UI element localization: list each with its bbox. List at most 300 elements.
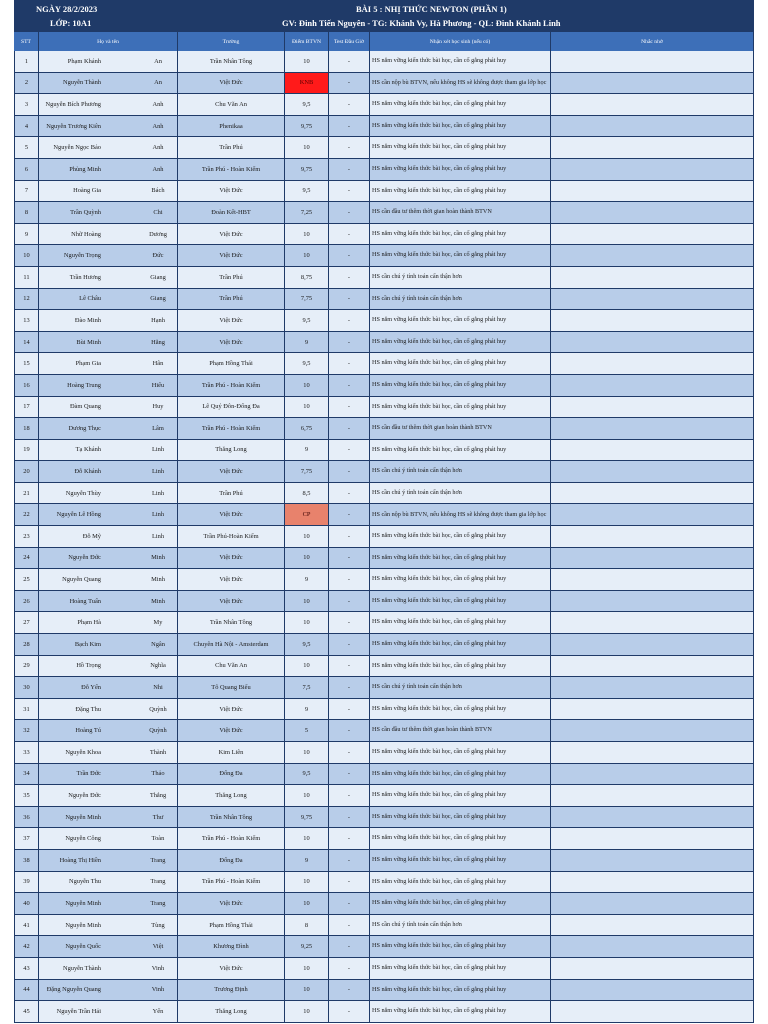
cell-test[interactable]: - <box>329 267 370 289</box>
cell-score[interactable]: 10 <box>285 893 329 915</box>
cell-comment[interactable] <box>370 634 551 656</box>
cell-name[interactable] <box>39 224 178 246</box>
cell-score[interactable]: 10 <box>285 375 329 397</box>
cell-school[interactable]: Đống Đa <box>178 850 285 872</box>
cell-score[interactable]: 9,5 <box>285 764 329 786</box>
cell-score[interactable]: 10 <box>285 591 329 613</box>
cell-reminder[interactable] <box>551 612 754 634</box>
cell-reminder[interactable] <box>551 310 754 332</box>
cell-name[interactable] <box>39 893 178 915</box>
cell-name[interactable] <box>39 397 178 419</box>
cell-test[interactable]: - <box>329 332 370 354</box>
cell-stt[interactable]: 36 <box>14 807 39 829</box>
cell-name[interactable] <box>39 958 178 980</box>
cell-school[interactable]: Phạm Hồng Thái <box>178 353 285 375</box>
cell-test[interactable]: - <box>329 310 370 332</box>
cell-stt[interactable]: 45 <box>14 1001 39 1023</box>
cell-name[interactable] <box>39 720 178 742</box>
cell-test[interactable]: - <box>329 483 370 505</box>
cell-reminder[interactable] <box>551 569 754 591</box>
cell-name[interactable] <box>39 461 178 483</box>
cell-school[interactable]: Chu Văn An <box>178 656 285 678</box>
cell-test[interactable]: - <box>329 526 370 548</box>
cell-name[interactable] <box>39 872 178 894</box>
cell-test[interactable]: - <box>329 461 370 483</box>
cell-name[interactable] <box>39 742 178 764</box>
cell-reminder[interactable] <box>551 893 754 915</box>
cell-reminder[interactable] <box>551 1001 754 1023</box>
cell-comment[interactable] <box>370 915 551 937</box>
cell-name[interactable] <box>39 915 178 937</box>
cell-test[interactable]: - <box>329 742 370 764</box>
cell-score[interactable]: 9,75 <box>285 116 329 138</box>
cell-school[interactable]: Đống Đa <box>178 764 285 786</box>
cell-score[interactable]: 9,75 <box>285 159 329 181</box>
cell-reminder[interactable] <box>551 116 754 138</box>
cell-comment[interactable] <box>370 94 551 116</box>
cell-score[interactable]: 9 <box>285 850 329 872</box>
cell-test[interactable]: - <box>329 699 370 721</box>
cell-test[interactable]: - <box>329 504 370 526</box>
cell-reminder[interactable] <box>551 872 754 894</box>
cell-stt[interactable]: 34 <box>14 764 39 786</box>
cell-name[interactable] <box>39 267 178 289</box>
cell-school[interactable]: Việt Đức <box>178 461 285 483</box>
cell-test[interactable]: - <box>329 850 370 872</box>
cell-stt[interactable]: 28 <box>14 634 39 656</box>
cell-school[interactable]: Trần Phú - Hoàn Kiếm <box>178 375 285 397</box>
cell-name[interactable] <box>39 764 178 786</box>
cell-stt[interactable]: 44 <box>14 980 39 1002</box>
cell-school[interactable]: Phạm Hồng Thái <box>178 915 285 937</box>
cell-school[interactable]: Trần Phú - Hoàn Kiếm <box>178 828 285 850</box>
cell-reminder[interactable] <box>551 764 754 786</box>
cell-test[interactable]: - <box>329 634 370 656</box>
cell-score[interactable]: 8,75 <box>285 267 329 289</box>
cell-score[interactable]: 7,5 <box>285 677 329 699</box>
cell-comment[interactable] <box>370 375 551 397</box>
cell-test[interactable]: - <box>329 893 370 915</box>
cell-name[interactable] <box>39 202 178 224</box>
cell-comment[interactable] <box>370 980 551 1002</box>
cell-name[interactable] <box>39 850 178 872</box>
cell-stt[interactable]: 11 <box>14 267 39 289</box>
cell-reminder[interactable] <box>551 137 754 159</box>
cell-reminder[interactable] <box>551 375 754 397</box>
cell-name[interactable] <box>39 548 178 570</box>
cell-reminder[interactable] <box>551 548 754 570</box>
cell-comment[interactable] <box>370 699 551 721</box>
cell-school[interactable]: Thăng Long <box>178 785 285 807</box>
cell-reminder[interactable] <box>551 440 754 462</box>
cell-stt[interactable]: 39 <box>14 872 39 894</box>
cell-score[interactable]: 10 <box>285 612 329 634</box>
cell-test[interactable]: - <box>329 785 370 807</box>
cell-stt[interactable]: 32 <box>14 720 39 742</box>
cell-reminder[interactable] <box>551 915 754 937</box>
cell-reminder[interactable] <box>551 699 754 721</box>
cell-test[interactable]: - <box>329 764 370 786</box>
cell-test[interactable]: - <box>329 980 370 1002</box>
cell-stt[interactable]: 2 <box>14 73 39 95</box>
cell-comment[interactable] <box>370 73 551 95</box>
cell-stt[interactable]: 26 <box>14 591 39 613</box>
cell-reminder[interactable] <box>551 267 754 289</box>
cell-school[interactable]: Trần Nhân Tông <box>178 612 285 634</box>
cell-reminder[interactable] <box>551 807 754 829</box>
cell-stt[interactable]: 33 <box>14 742 39 764</box>
cell-stt[interactable]: 3 <box>14 94 39 116</box>
cell-name[interactable] <box>39 677 178 699</box>
cell-name[interactable] <box>39 310 178 332</box>
cell-reminder[interactable] <box>551 720 754 742</box>
cell-school[interactable]: Việt Đức <box>178 73 285 95</box>
cell-stt[interactable]: 12 <box>14 289 39 311</box>
cell-comment[interactable] <box>370 267 551 289</box>
cell-name[interactable] <box>39 51 178 73</box>
cell-score[interactable]: 9 <box>285 440 329 462</box>
cell-comment[interactable] <box>370 116 551 138</box>
cell-comment[interactable] <box>370 785 551 807</box>
cell-test[interactable]: - <box>329 958 370 980</box>
cell-comment[interactable] <box>370 397 551 419</box>
cell-score[interactable]: 9 <box>285 569 329 591</box>
cell-score[interactable]: 10 <box>285 224 329 246</box>
cell-score[interactable]: 10 <box>285 958 329 980</box>
cell-stt[interactable]: 18 <box>14 418 39 440</box>
cell-name[interactable] <box>39 785 178 807</box>
cell-score[interactable]: 8,5 <box>285 483 329 505</box>
cell-score[interactable]: 7,25 <box>285 202 329 224</box>
cell-test[interactable]: - <box>329 202 370 224</box>
cell-school[interactable]: Kim Liên <box>178 742 285 764</box>
cell-test[interactable]: - <box>329 51 370 73</box>
cell-school[interactable]: Chu Văn An <box>178 94 285 116</box>
cell-test[interactable]: - <box>329 397 370 419</box>
cell-comment[interactable] <box>370 936 551 958</box>
cell-name[interactable] <box>39 526 178 548</box>
cell-score[interactable]: 10 <box>285 51 329 73</box>
cell-stt[interactable]: 22 <box>14 504 39 526</box>
cell-test[interactable]: - <box>329 872 370 894</box>
cell-test[interactable]: - <box>329 245 370 267</box>
cell-test[interactable]: - <box>329 159 370 181</box>
cell-reminder[interactable] <box>551 94 754 116</box>
cell-name[interactable] <box>39 289 178 311</box>
cell-stt[interactable]: 41 <box>14 915 39 937</box>
cell-reminder[interactable] <box>551 159 754 181</box>
cell-stt[interactable]: 15 <box>14 353 39 375</box>
cell-school[interactable]: Việt Đức <box>178 548 285 570</box>
cell-stt[interactable]: 9 <box>14 224 39 246</box>
cell-comment[interactable] <box>370 353 551 375</box>
cell-name[interactable] <box>39 612 178 634</box>
cell-school[interactable]: Việt Đức <box>178 958 285 980</box>
cell-school[interactable]: Trần Phú <box>178 483 285 505</box>
cell-comment[interactable] <box>370 181 551 203</box>
cell-stt[interactable]: 19 <box>14 440 39 462</box>
cell-reminder[interactable] <box>551 51 754 73</box>
cell-comment[interactable] <box>370 224 551 246</box>
cell-score[interactable]: 10 <box>285 526 329 548</box>
cell-comment[interactable] <box>370 51 551 73</box>
cell-score[interactable]: 10 <box>285 785 329 807</box>
cell-comment[interactable] <box>370 332 551 354</box>
cell-school[interactable]: Trần Phú <box>178 137 285 159</box>
cell-score[interactable]: 7,75 <box>285 289 329 311</box>
cell-reminder[interactable] <box>551 656 754 678</box>
cell-comment[interactable] <box>370 289 551 311</box>
cell-comment[interactable] <box>370 656 551 678</box>
cell-comment[interactable] <box>370 677 551 699</box>
cell-test[interactable]: - <box>329 418 370 440</box>
cell-comment[interactable] <box>370 461 551 483</box>
cell-school[interactable]: Trần Nhân Tông <box>178 51 285 73</box>
cell-score[interactable]: 10 <box>285 872 329 894</box>
cell-name[interactable] <box>39 375 178 397</box>
cell-name[interactable] <box>39 440 178 462</box>
cell-score[interactable]: 10 <box>285 397 329 419</box>
cell-school[interactable]: Trần Phú - Hoàn Kiếm <box>178 159 285 181</box>
cell-name[interactable] <box>39 828 178 850</box>
cell-name[interactable] <box>39 137 178 159</box>
cell-name[interactable] <box>39 1001 178 1023</box>
cell-school[interactable]: Việt Đức <box>178 699 285 721</box>
cell-comment[interactable] <box>370 569 551 591</box>
cell-comment[interactable] <box>370 504 551 526</box>
cell-comment[interactable] <box>370 828 551 850</box>
cell-score[interactable]: 7,75 <box>285 461 329 483</box>
cell-comment[interactable] <box>370 612 551 634</box>
cell-comment[interactable] <box>370 440 551 462</box>
cell-stt[interactable]: 35 <box>14 785 39 807</box>
cell-stt[interactable]: 4 <box>14 116 39 138</box>
cell-comment[interactable] <box>370 1001 551 1023</box>
cell-comment[interactable] <box>370 872 551 894</box>
cell-test[interactable]: - <box>329 936 370 958</box>
cell-test[interactable]: - <box>329 289 370 311</box>
cell-name[interactable] <box>39 116 178 138</box>
cell-stt[interactable]: 40 <box>14 893 39 915</box>
cell-reminder[interactable] <box>551 591 754 613</box>
cell-test[interactable]: - <box>329 353 370 375</box>
cell-reminder[interactable] <box>551 677 754 699</box>
cell-stt[interactable]: 13 <box>14 310 39 332</box>
cell-comment[interactable] <box>370 159 551 181</box>
cell-stt[interactable]: 29 <box>14 656 39 678</box>
cell-reminder[interactable] <box>551 202 754 224</box>
cell-reminder[interactable] <box>551 634 754 656</box>
cell-score[interactable]: 10 <box>285 828 329 850</box>
cell-school[interactable]: Việt Đức <box>178 245 285 267</box>
cell-test[interactable]: - <box>329 224 370 246</box>
cell-name[interactable] <box>39 980 178 1002</box>
cell-stt[interactable]: 42 <box>14 936 39 958</box>
cell-score[interactable]: CP <box>285 504 329 526</box>
cell-score[interactable]: 8 <box>285 915 329 937</box>
cell-school[interactable]: Phenikaa <box>178 116 285 138</box>
cell-stt[interactable]: 16 <box>14 375 39 397</box>
cell-school[interactable]: Việt Đức <box>178 181 285 203</box>
cell-score[interactable]: 9,5 <box>285 181 329 203</box>
cell-name[interactable] <box>39 159 178 181</box>
cell-school[interactable]: Trương Định <box>178 980 285 1002</box>
cell-test[interactable]: - <box>329 375 370 397</box>
cell-stt[interactable]: 10 <box>14 245 39 267</box>
cell-reminder[interactable] <box>551 742 754 764</box>
cell-school[interactable]: Việt Đức <box>178 720 285 742</box>
cell-score[interactable]: 9,25 <box>285 936 329 958</box>
cell-name[interactable] <box>39 94 178 116</box>
cell-name[interactable] <box>39 699 178 721</box>
cell-name[interactable] <box>39 353 178 375</box>
cell-test[interactable]: - <box>329 440 370 462</box>
cell-name[interactable] <box>39 418 178 440</box>
cell-stt[interactable]: 1 <box>14 51 39 73</box>
cell-school[interactable]: Trần Phú-Hoàn Kiếm <box>178 526 285 548</box>
cell-comment[interactable] <box>370 418 551 440</box>
cell-score[interactable]: 10 <box>285 137 329 159</box>
cell-reminder[interactable] <box>551 418 754 440</box>
cell-score[interactable]: 9,75 <box>285 807 329 829</box>
cell-comment[interactable] <box>370 764 551 786</box>
cell-reminder[interactable] <box>551 245 754 267</box>
cell-stt[interactable]: 37 <box>14 828 39 850</box>
cell-stt[interactable]: 17 <box>14 397 39 419</box>
cell-stt[interactable]: 6 <box>14 159 39 181</box>
cell-comment[interactable] <box>370 245 551 267</box>
cell-stt[interactable]: 21 <box>14 483 39 505</box>
cell-school[interactable]: Việt Đức <box>178 224 285 246</box>
cell-test[interactable]: - <box>329 73 370 95</box>
cell-comment[interactable] <box>370 310 551 332</box>
cell-school[interactable]: Trần Phú <box>178 267 285 289</box>
cell-school[interactable]: Trần Phú - Hoàn Kiếm <box>178 418 285 440</box>
cell-school[interactable]: Khương Đình <box>178 936 285 958</box>
cell-comment[interactable] <box>370 548 551 570</box>
cell-score[interactable]: 10 <box>285 245 329 267</box>
cell-reminder[interactable] <box>551 980 754 1002</box>
cell-name[interactable] <box>39 73 178 95</box>
cell-name[interactable] <box>39 245 178 267</box>
cell-score[interactable]: 10 <box>285 980 329 1002</box>
cell-comment[interactable] <box>370 591 551 613</box>
cell-stt[interactable]: 43 <box>14 958 39 980</box>
cell-test[interactable]: - <box>329 137 370 159</box>
cell-school[interactable]: Thăng Long <box>178 1001 285 1023</box>
cell-school[interactable]: Việt Đức <box>178 569 285 591</box>
cell-reminder[interactable] <box>551 936 754 958</box>
cell-score[interactable]: 9 <box>285 332 329 354</box>
cell-reminder[interactable] <box>551 353 754 375</box>
cell-test[interactable]: - <box>329 915 370 937</box>
cell-score[interactable]: 10 <box>285 656 329 678</box>
cell-stt[interactable]: 24 <box>14 548 39 570</box>
cell-name[interactable] <box>39 181 178 203</box>
cell-reminder[interactable] <box>551 526 754 548</box>
cell-score[interactable]: 6,75 <box>285 418 329 440</box>
cell-stt[interactable]: 23 <box>14 526 39 548</box>
cell-stt[interactable]: 8 <box>14 202 39 224</box>
cell-comment[interactable] <box>370 742 551 764</box>
cell-reminder[interactable] <box>551 332 754 354</box>
cell-comment[interactable] <box>370 720 551 742</box>
cell-name[interactable] <box>39 504 178 526</box>
cell-stt[interactable]: 27 <box>14 612 39 634</box>
cell-comment[interactable] <box>370 137 551 159</box>
cell-name[interactable] <box>39 483 178 505</box>
cell-school[interactable]: Việt Đức <box>178 591 285 613</box>
cell-school[interactable]: Trần Nhân Tông <box>178 807 285 829</box>
cell-score[interactable]: 9,5 <box>285 634 329 656</box>
cell-score[interactable]: KNB <box>285 73 329 95</box>
cell-test[interactable]: - <box>329 548 370 570</box>
cell-reminder[interactable] <box>551 504 754 526</box>
cell-test[interactable]: - <box>329 94 370 116</box>
cell-test[interactable]: - <box>329 116 370 138</box>
cell-comment[interactable] <box>370 483 551 505</box>
cell-reminder[interactable] <box>551 397 754 419</box>
cell-stt[interactable]: 31 <box>14 699 39 721</box>
cell-name[interactable] <box>39 591 178 613</box>
cell-reminder[interactable] <box>551 289 754 311</box>
cell-comment[interactable] <box>370 850 551 872</box>
cell-reminder[interactable] <box>551 828 754 850</box>
cell-school[interactable]: Việt Đức <box>178 310 285 332</box>
cell-school[interactable]: Tô Quang Biểu <box>178 677 285 699</box>
cell-test[interactable]: - <box>329 656 370 678</box>
cell-stt[interactable]: 25 <box>14 569 39 591</box>
cell-stt[interactable]: 14 <box>14 332 39 354</box>
cell-test[interactable]: - <box>329 677 370 699</box>
cell-school[interactable]: Trần Phú <box>178 289 285 311</box>
cell-reminder[interactable] <box>551 483 754 505</box>
cell-score[interactable]: 5 <box>285 720 329 742</box>
cell-test[interactable]: - <box>329 828 370 850</box>
cell-comment[interactable] <box>370 807 551 829</box>
cell-name[interactable] <box>39 332 178 354</box>
cell-name[interactable] <box>39 656 178 678</box>
cell-comment[interactable] <box>370 893 551 915</box>
cell-school[interactable]: Việt Đức <box>178 893 285 915</box>
cell-school[interactable]: Việt Đức <box>178 504 285 526</box>
cell-name[interactable] <box>39 634 178 656</box>
cell-score[interactable]: 9,5 <box>285 310 329 332</box>
cell-stt[interactable]: 7 <box>14 181 39 203</box>
cell-stt[interactable]: 38 <box>14 850 39 872</box>
cell-reminder[interactable] <box>551 181 754 203</box>
cell-score[interactable]: 9 <box>285 699 329 721</box>
cell-score[interactable]: 9,5 <box>285 94 329 116</box>
cell-comment[interactable] <box>370 202 551 224</box>
cell-name[interactable] <box>39 807 178 829</box>
cell-comment[interactable] <box>370 958 551 980</box>
cell-reminder[interactable] <box>551 958 754 980</box>
cell-comment[interactable] <box>370 526 551 548</box>
cell-school[interactable]: Thăng Long <box>178 440 285 462</box>
cell-reminder[interactable] <box>551 850 754 872</box>
cell-school[interactable]: Chuyên Hà Nội - Amsterdam <box>178 634 285 656</box>
cell-test[interactable]: - <box>329 720 370 742</box>
cell-reminder[interactable] <box>551 461 754 483</box>
cell-reminder[interactable] <box>551 224 754 246</box>
cell-test[interactable]: - <box>329 591 370 613</box>
cell-stt[interactable]: 30 <box>14 677 39 699</box>
cell-test[interactable]: - <box>329 1001 370 1023</box>
cell-school[interactable]: Lê Quý Đôn-Đống Đa <box>178 397 285 419</box>
cell-reminder[interactable] <box>551 785 754 807</box>
cell-test[interactable]: - <box>329 612 370 634</box>
